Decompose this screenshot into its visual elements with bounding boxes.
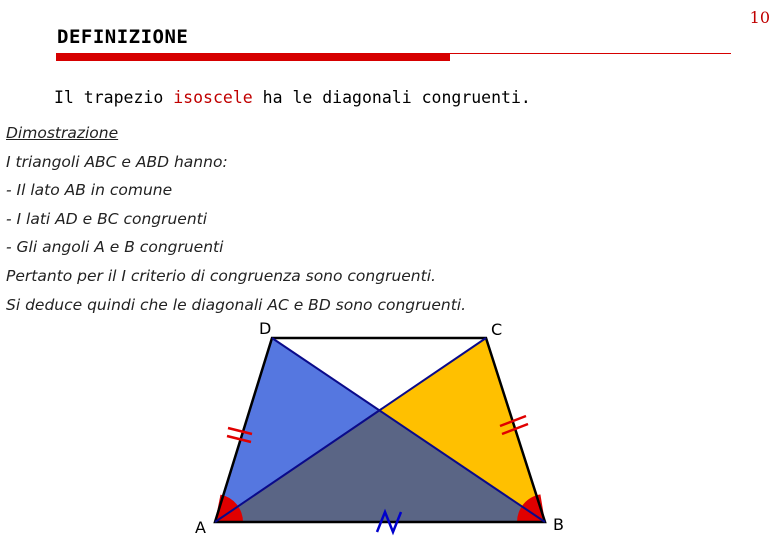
statement-text-after: ha le diagonali congruenti. xyxy=(252,88,531,107)
proof-line: - Gli angoli A e B congruenti xyxy=(6,238,224,257)
proof-line: Si deduce quindi che le diagonali AC e BD sono congruenti. xyxy=(6,295,467,314)
page-title: DEFINIZIONE xyxy=(57,26,189,48)
statement-highlight: isoscele xyxy=(173,88,253,107)
vertex-label-b: B xyxy=(553,515,564,534)
vertex-label-a: A xyxy=(195,518,206,537)
proof-line: - Il lato AB in comune xyxy=(6,181,173,200)
proof-heading: Dimostrazione xyxy=(6,124,119,142)
vertex-label-c: C xyxy=(491,320,503,339)
proof-line: I triangoli ABC e ABD hanno: xyxy=(6,152,228,171)
slide-number: 10 xyxy=(749,8,770,27)
statement-text-before: Il trapezio xyxy=(54,88,174,107)
proof-line: - I lati AD e BC congruenti xyxy=(6,209,208,228)
proof-line: Pertanto per il I criterio di congruenza sono congruenti. xyxy=(6,266,436,285)
vertex-label-d: D xyxy=(259,319,272,338)
